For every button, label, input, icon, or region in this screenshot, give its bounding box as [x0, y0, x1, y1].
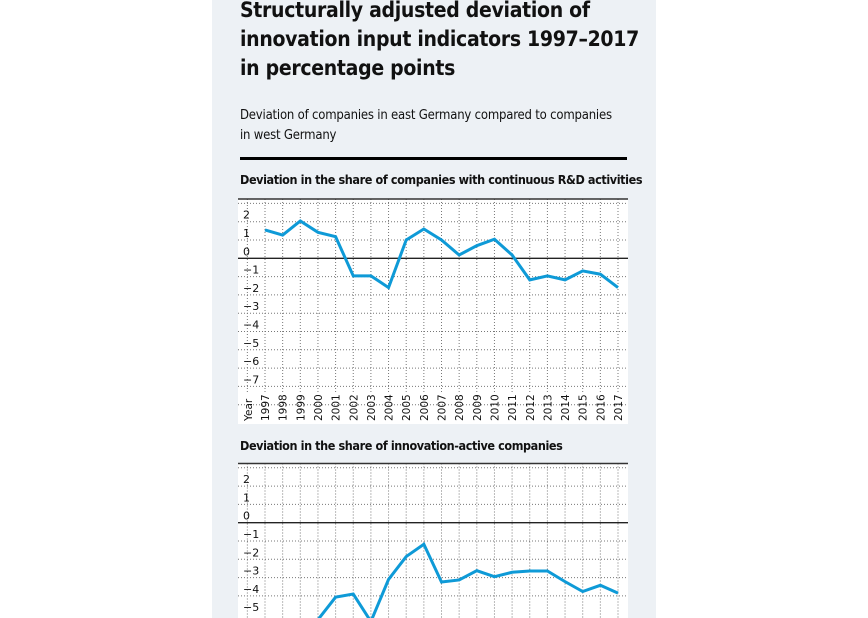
y-tick-label: 1 [243, 227, 250, 240]
y-tick-label: −4 [243, 318, 260, 332]
x-tick-label: 2017 [613, 394, 625, 421]
x-tick-label: 1998 [277, 394, 290, 421]
x-tick-label: 2005 [401, 394, 414, 421]
x-tick-label: 2000 [312, 394, 325, 421]
y-tick-label: −5 [243, 601, 260, 615]
x-tick-label: 2003 [365, 394, 378, 421]
y-tick-label: −1 [243, 528, 260, 541]
y-tick-label: −1 [243, 263, 260, 277]
x-tick-label: 2007 [436, 394, 449, 421]
x-tick-label: 2004 [383, 394, 396, 421]
x-tick-label: 2014 [560, 394, 573, 421]
x-tick-label: 2010 [489, 394, 502, 421]
plot-area [238, 199, 628, 424]
x-tick-label: 2008 [454, 394, 467, 421]
chart2-title: Deviation in the share of innovation-active companies [240, 438, 563, 453]
figure-title: Structurally adjusted deviation of innovation input indicators 1997–2017 in percentage points [240, 0, 639, 80]
x-tick-label: 2006 [418, 394, 431, 421]
x-tick-label: 2002 [348, 394, 361, 421]
y-tick-label: 1 [243, 491, 250, 505]
y-tick-label: 0 [243, 245, 250, 259]
y-tick-label: 2 [243, 208, 250, 222]
x-tick-label: 2013 [542, 394, 555, 421]
x-tick-label: 2015 [577, 394, 590, 421]
x-tick-label: 2011 [507, 394, 520, 421]
x-tick-label: 1999 [295, 394, 308, 421]
y-tick-label: −5 [243, 336, 260, 350]
x-tick-label: 2012 [524, 394, 537, 421]
y-tick-label: −7 [243, 373, 260, 387]
y-tick-label: 0 [243, 509, 250, 523]
y-tick-label: −6 [243, 355, 260, 369]
chart1 [238, 199, 628, 424]
x-axis-label: Year [243, 398, 255, 421]
y-tick-label: 2 [243, 473, 250, 487]
y-tick-label: −3 [243, 564, 260, 578]
chart1-title: Deviation in the share of companies with continuous R&D activities [240, 172, 643, 187]
y-tick-label: −4 [243, 582, 260, 596]
y-tick-label: −2 [243, 546, 260, 560]
figure-subtitle: Deviation of companies in east Germany compared to companies in west Germany [240, 108, 612, 143]
x-tick-label: 1997 [260, 394, 272, 421]
y-tick-label: −3 [243, 300, 260, 314]
x-tick-label: 2001 [330, 394, 343, 421]
x-tick-label: 2016 [595, 394, 608, 421]
x-tick-label: 2009 [471, 394, 484, 421]
chart2 [238, 464, 628, 618]
y-tick-label: −2 [243, 281, 260, 295]
